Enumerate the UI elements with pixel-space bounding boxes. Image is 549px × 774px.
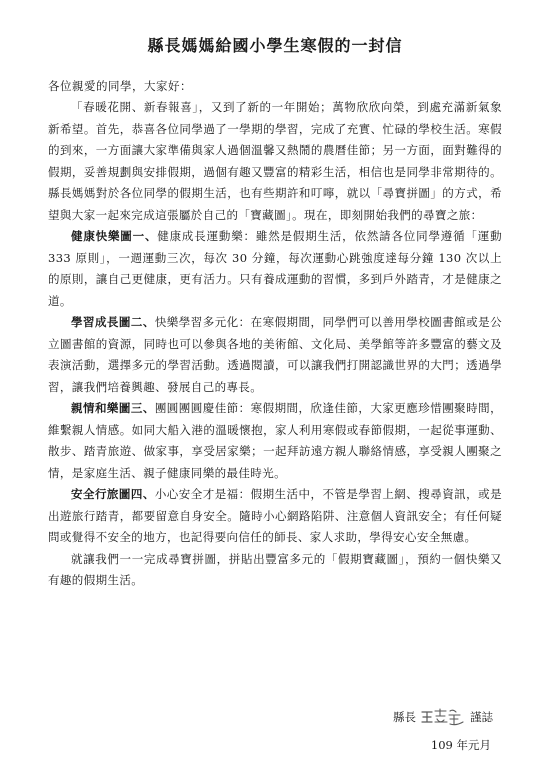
intro-paragraph: 「春暖花開、新春報喜」，又到了新的一年開始；萬物欣欣向榮，到處充滿新氣象新希望。首先，恭喜各位同學過了一學期的學習，完成了充實、忙碌的學校生活。寒假的到來，一方面讓大家準備與家人過個溫馨又熱鬧的農曆佳節；另一方面，面對難得的假期，妥善規劃與安排假期，過個有趣又豐富的精彩生活，相信也是同學非常期待的。縣長媽媽對於各位同學的假期生活，也有些期許和叮嚀，就以「尋寶拼圖」的方式，希望與大家一起來完成這張屬於自己的「寶藏圖」。現在，即刻開始我們的尋寶之旅： [48,100,502,222]
handwritten-signature [420,707,466,727]
section-family-lead: 親情和樂圖三、 [71,401,155,415]
section-safety-body: 小心安全才是福：假期生活中，不管是學習上網、搜尋資訊，或是出遊旅行踏青，都要留意自身安全。隨時小心網路陷阱、注意個人資訊安全；有任何疑問或覺得不安全的地方，也記得要向信任的師長、家人求助，學得安心安全無慮。 [48,487,502,544]
section-safety-lead: 安全行旅圖四、 [71,487,155,501]
section-health-lead: 健康快樂圖一、 [71,229,158,243]
signature-prefix: 縣長 [393,710,416,724]
section-safety [48,484,502,549]
section-health-body: 健康成長運動樂：雖然是假期生活，依然請各位同學遵循「運動 333 原則」，一週運動三次，每次 30 分鐘，每次運動心跳強度達每分鐘 130 次以上的原則，讓自己更健康，更有活力。只有養成運動的習慣，多到戶外踏青，才是健康之道。 [48,229,502,308]
section-learning [48,312,502,398]
section-learning-body: 快樂學習多元化：在寒假期間，同學們可以善用學校圖書館或是公立圖書館的資源，同時也可以參與各地的美術館、文化局、美學館等許多豐富的藝文及表演活動，選擇多元的學習活動。透過閱讀，可以讓我們打開認識世界的大門；透過學習，讓我們培養興趣、發展自己的專長。 [48,315,502,394]
signature-suffix: 謹誌 [470,710,493,724]
signature-row [393,706,493,728]
letter-title: 縣長媽媽給國小學生寒假的一封信 [147,36,403,55]
section-family [48,398,502,484]
signature-block [393,706,493,756]
closing-paragraph: 就讓我們一一完成尋寶拼圖，拼貼出豐富多元的「假期寶藏圖」，預約一個快樂又有趣的假期生活。 [48,551,502,587]
section-learning-lead: 學習成長圖二、 [71,315,155,329]
letter-date: 109 年元月 [430,738,491,752]
section-family-body: 團圓團圓慶佳節：寒假期間，欣逢佳節，大家更應珍惜團聚時間，維繫親人情感。如同大船入港的溫暖懷抱，家人利用寒假或春節假期，一起從事運動、散步、踏青旅遊、做家事，享受居家樂；一起拜訪遠方親人聯絡情感，享受親人團聚之情，是家庭生活、親子健康同樂的最佳時光。 [48,401,502,480]
salutation: 各位親愛的同學，大家好： [48,79,192,93]
letter-page [48,34,502,592]
section-health [48,226,502,312]
